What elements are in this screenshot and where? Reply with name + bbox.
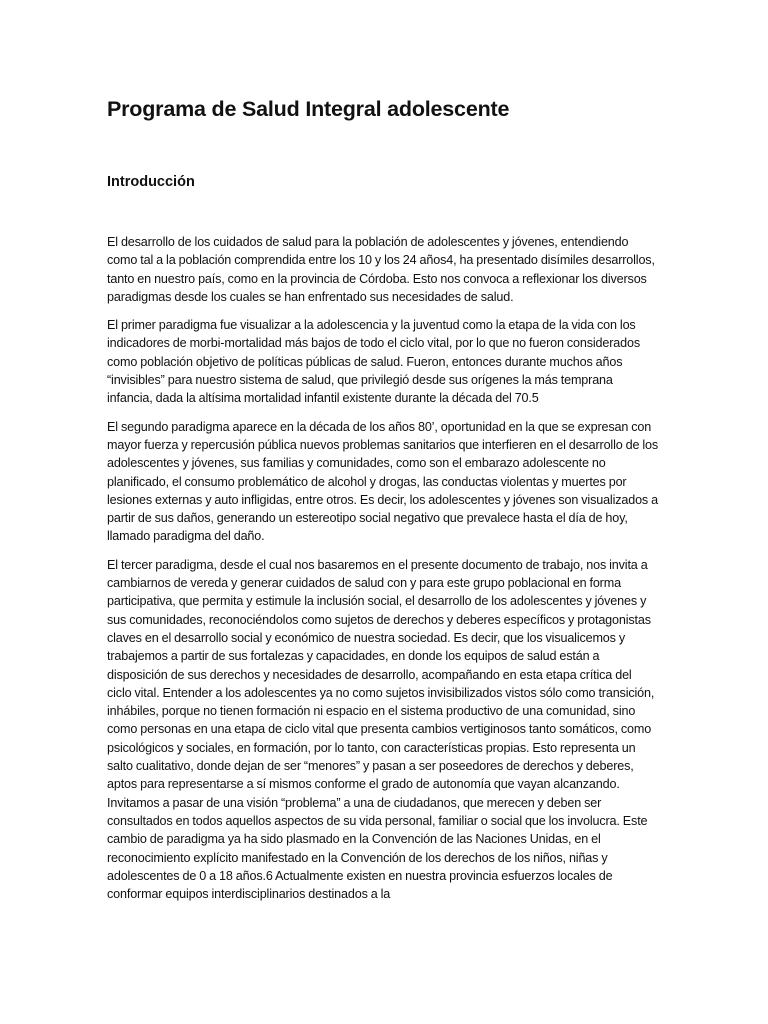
paragraph-4: El tercer paradigma, desde el cual nos basaremos en el presente documento de trabajo, nos invita a cambiarnos de vereda y generar cuidados de salud con y para este grupo poblacional en forma participativa, que permita y estimule la inclusión social, el desarrollo de los adolescentes y jóvenes y sus comunidades, reconociéndolos como sujetos de derechos y deberes específicos y protagonistas claves en el desarrollo social y económico de nuestra sociedad. Es decir, que los visualicemos y trabajemos a partir de sus fortalezas y capacidades, en donde los equipos de salud están a disposición de sus derechos y necesidades de desarrollo, acompañando en esta etapa crítica del ciclo vital. Entender a los adolescentes ya no como sujetos invisibilizados vistos sólo como transición, inhábiles, porque no tienen formación ni espacio en el sistema productivo de una comunidad, sino como personas en una etapa de ciclo vital que presenta cambios vertiginosos tanto somáticos, como psicológicos y sociales, en formación, por lo tanto, con características propias. Esto representa un salto cualitativo, donde dejan de ser “menores” y pasan a ser poseedores de derechos y deberes, aptos para representarse a sí mismos conforme el grado de autonomía que vayan alcanzando. Invitamos a pasar de una visión “problema” a una de ciudadanos, que merecen y deben ser consultados en todos aquellos aspectos de su vida personal, familiar o social que los involucra. Este cambio de paradigma ya ha sido plasmado en la Convención de las Naciones Unidas, en el reconocimiento explícito manifestado en la Convención de los derechos de los niños, niñas y adolescentes de 0 a 18 años.6 Actualmente existen en nuestra provincia esfuerzos locales de conformar equipos interdisciplinarios destinados a la xyxy=(107,557,655,902)
document-title: Programa de Salud Integral adolescente xyxy=(107,97,510,121)
paragraph-3: El segundo paradigma aparece en la década de los años 80’, oportunidad en la que se expresan con mayor fuerza y repercusión pública nuevos problemas sanitarios que interfieren en el desarrollo de los adolescentes y jóvenes, sus familias y comunidades, como son el embarazo adolescente no planificado, el consumo problemático de alcohol y drogas, las conductas violentas y muertes por lesiones externas y auto infligidas, entre otros. Es decir, los adolescentes y jóvenes son visualizados a partir de sus daños, generando un estereotipo social negativo que prevalece hasta el día de hoy, llamado paradigma del daño. xyxy=(107,419,659,544)
body-text xyxy=(107,233,659,913)
section-heading-introduccion: Introducción xyxy=(107,174,195,190)
document-page xyxy=(107,0,659,1024)
paragraph-1: El desarrollo de los cuidados de salud para la población de adolescentes y jóvenes, entendiendo como tal a la población comprendida entre los 10 y los 24 años4, ha presentado disímiles desarrollos, tanto en nuestro país, como en la provincia de Córdoba. Esto nos convoca a reflexionar los diversos paradigmas desde los cuales se han enfrentado sus necesidades de salud. xyxy=(107,235,655,304)
paragraph-2: El primer paradigma fue visualizar a la adolescencia y la juventud como la etapa de la vida con los indicadores de morbi-mortalidad más bajos de todo el ciclo vital, por lo que no fueron considerados como población objetivo de políticas públicas de salud. Fueron, entonces durante muchos años “invisibles” para nuestro sistema de salud, que privilegió desde sus orígenes la más temprana infancia, dada la altísima mortalidad infantil existente durante la década del 70.5 xyxy=(107,318,640,406)
